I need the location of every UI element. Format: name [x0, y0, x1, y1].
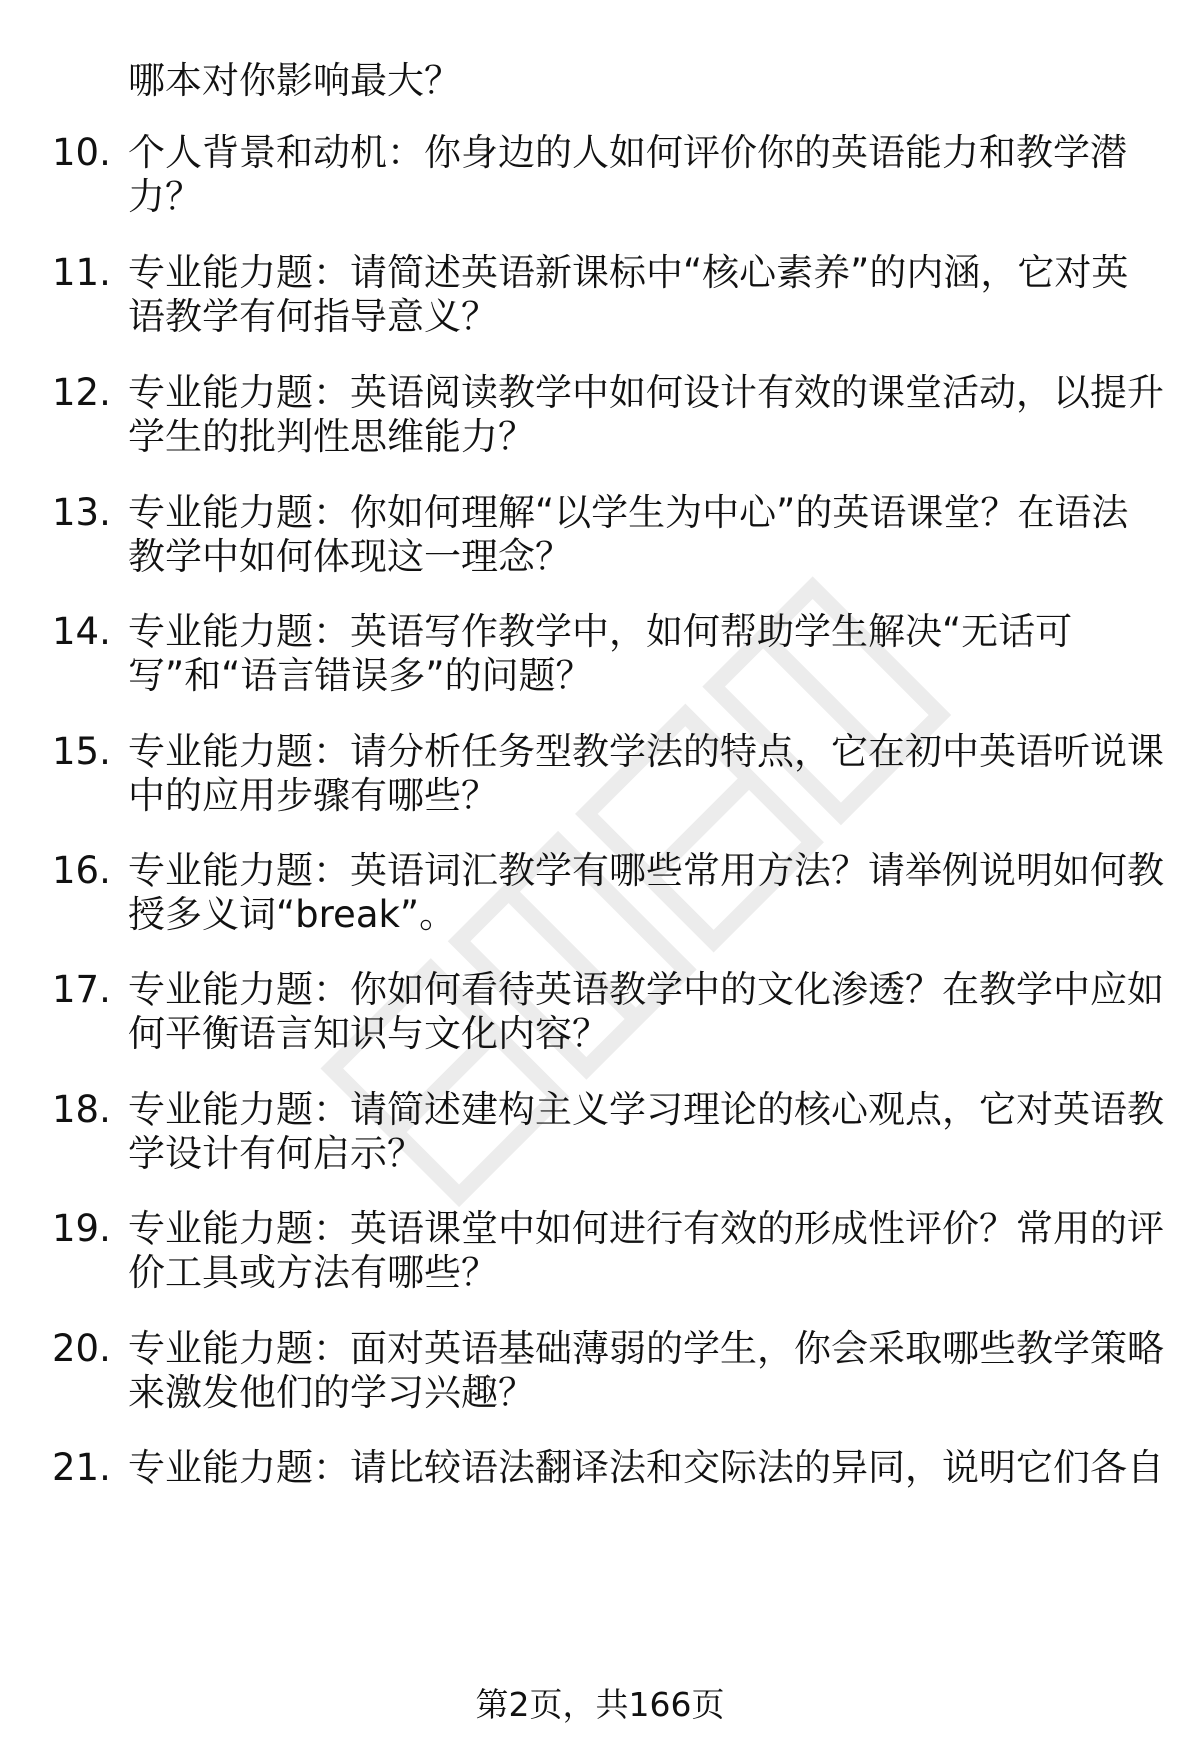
question-text-line: 专业能力题：英语写作教学中，如何帮助学生解决“无话可	[128, 610, 1073, 653]
question-text-line: 专业能力题：英语阅读教学中如何设计有效的课堂活动，以提升	[128, 371, 1164, 414]
question-text-line: 专业能力题：请比较语法翻译法和交际法的异同，说明它们各自	[128, 1446, 1164, 1489]
continued-line: 哪本对你影响最大？	[128, 59, 461, 102]
question-number: 20.	[52, 1327, 111, 1370]
question-text-line: 专业能力题：英语词汇教学有哪些常用方法？请举例说明如何教	[128, 849, 1164, 892]
page-footer: 第2页，共166页	[475, 1685, 725, 1724]
question-text-line: 来激发他们的学习兴趣？	[128, 1371, 535, 1414]
question-number: 16.	[52, 849, 111, 892]
question-text-line: 学设计有何启示？	[128, 1132, 424, 1175]
question-number: 12.	[52, 371, 111, 414]
question-number: 19.	[52, 1207, 111, 1250]
question-number: 11.	[52, 251, 111, 294]
question-number: 17.	[52, 968, 111, 1011]
question-text-line: 何平衡语言知识与文化内容？	[128, 1012, 609, 1055]
question-text-line: 专业能力题：请简述建构主义学习理论的核心观点，它对英语教	[128, 1088, 1164, 1131]
question-text-line: 学生的批判性思维能力？	[128, 415, 535, 458]
question-number: 21.	[52, 1446, 111, 1489]
question-number: 10.	[52, 131, 111, 174]
question-text-line: 专业能力题：你如何理解“以学生为中心”的英语课堂？在语法	[128, 491, 1129, 534]
question-text-line: 价工具或方法有哪些？	[128, 1251, 498, 1294]
question-text-line: 个人背景和动机：你身边的人如何评价你的英语能力和教学潜	[128, 131, 1127, 174]
question-text-line: 授多义词“break”。	[128, 893, 457, 936]
question-text-line: 写”和“语言错误多”的问题？	[128, 654, 593, 697]
question-text-line: 专业能力题：请分析任务型教学法的特点，它在初中英语听说课	[128, 730, 1164, 773]
question-text-line: 中的应用步骤有哪些？	[128, 774, 498, 817]
question-number: 13.	[52, 491, 111, 534]
question-text-line: 专业能力题：英语课堂中如何进行有效的形成性评价？常用的评	[128, 1207, 1164, 1250]
question-text-line: 专业能力题：面对英语基础薄弱的学生，你会采取哪些教学策略	[128, 1327, 1164, 1370]
question-text-line: 教学中如何体现这一理念？	[128, 535, 572, 578]
question-number: 14.	[52, 610, 111, 653]
question-text-line: 力？	[128, 175, 202, 218]
question-number: 15.	[52, 730, 111, 773]
question-text-line: 语教学有何指导意义？	[128, 295, 498, 338]
question-text-line: 专业能力题：你如何看待英语教学中的文化渗透？在教学中应如	[128, 968, 1164, 1011]
question-text-line: 专业能力题：请简述英语新课标中“核心素养”的内涵，它对英	[128, 251, 1129, 294]
question-number: 18.	[52, 1088, 111, 1131]
